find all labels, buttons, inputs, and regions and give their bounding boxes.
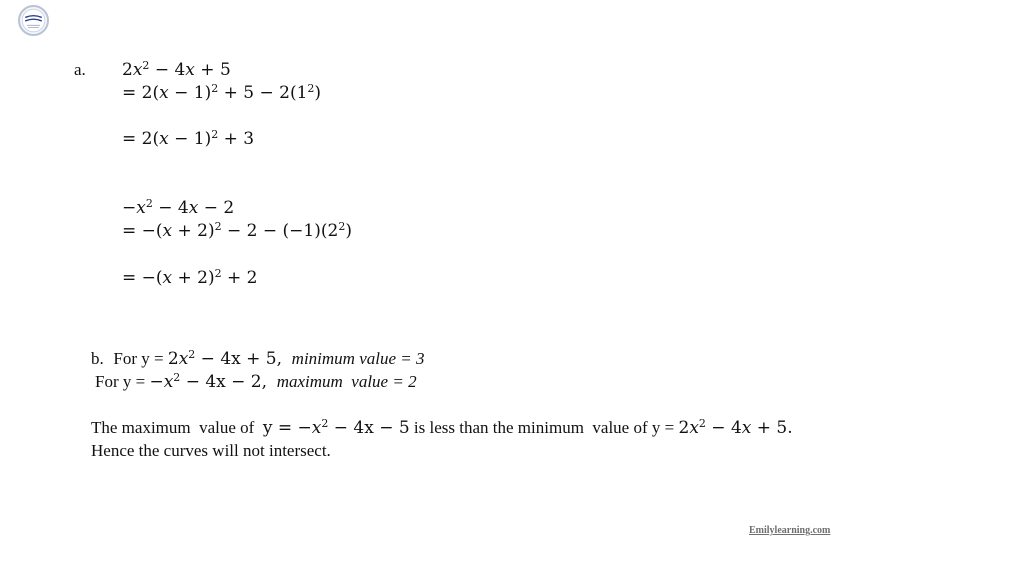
part-b-line1: b. For $y = 2x^2 - 4x + 5$, minimum value = 3 xyxy=(91,348,425,369)
expr1-line1: $2x^2 - 4x + 5$ xyxy=(122,59,231,80)
part-b-line2: For $y = -x^2 - 4x - 2$, maximum value = 2 xyxy=(95,371,417,392)
conclusion-line1: The maximum value of $y = -x^2 - 4x - 5$ is less than the minimum value of $y = 2x^2 - 4x + 5$. xyxy=(91,417,793,438)
footer-site-link[interactable]: Emilylearning.com xyxy=(749,525,831,536)
part-b-label: b. xyxy=(91,349,104,368)
conclusion-line2: Hence the curves will not intersect. xyxy=(91,441,331,460)
emily-learning-logo xyxy=(18,5,49,36)
expr2-line3: = $-(x + 2)^2 + 2$ xyxy=(122,267,258,288)
logo-emblem-icon xyxy=(20,7,47,34)
expr1-line2: = $2(x - 1)^2 + 5 - 2(1^2)$ xyxy=(122,82,322,103)
expr2-line1: $-x^2 - 4x - 2$ xyxy=(122,197,235,218)
expr2-line2: = $-(x + 2)^2 - 2 - (-1)(2^2)$ xyxy=(122,220,352,241)
expr1-line3: = $2(x - 1)^2 + 3$ xyxy=(122,128,255,149)
part-a-label: a. xyxy=(74,60,86,79)
